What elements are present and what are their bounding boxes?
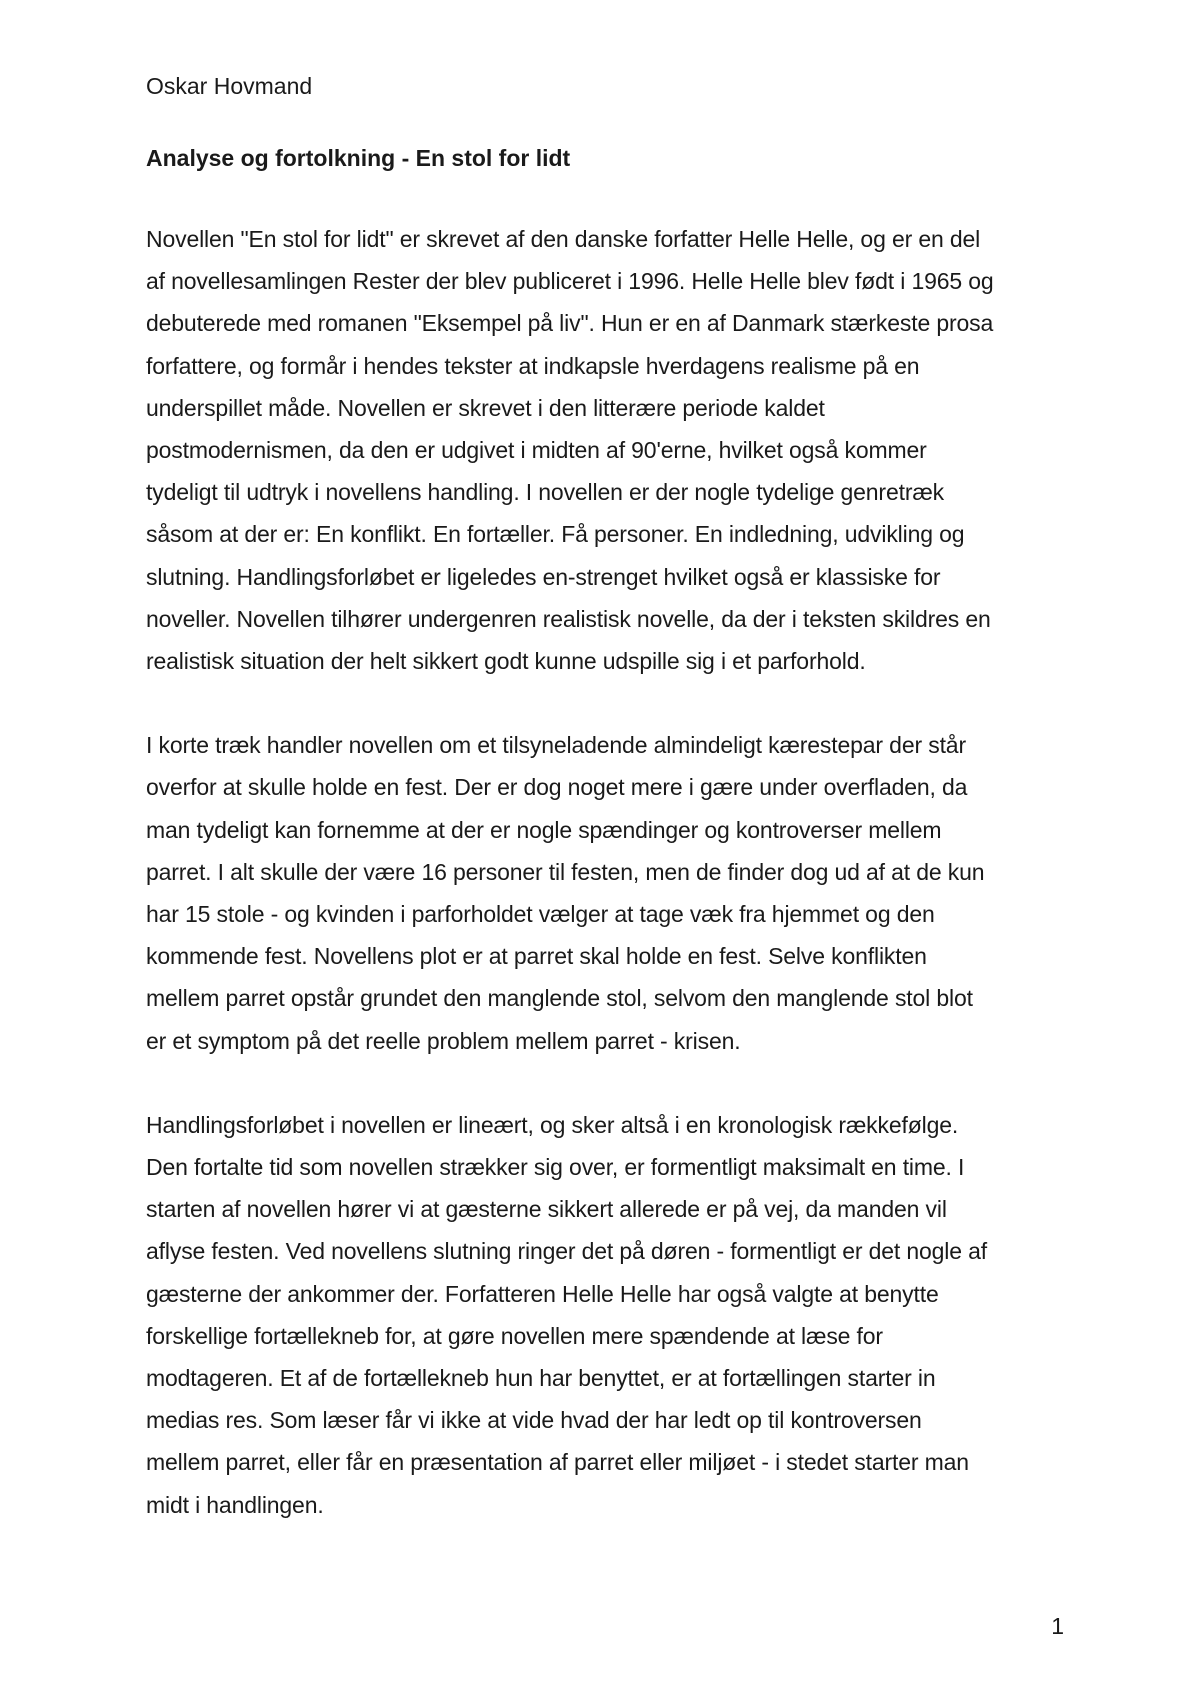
text-line: såsom at der er: En konflikt. En fortæller. Få personer. En indledning, udvikling og <box>146 521 965 548</box>
document-title: Analyse og fortolkning - En stol for lidt <box>146 145 571 171</box>
text-line: gæsterne der ankommer der. Forfatteren Helle Helle har også valgte at benytte <box>146 1280 939 1307</box>
author-name: Oskar Hovmand <box>146 73 313 99</box>
text-line: underspillet måde. Novellen er skrevet i den litterære periode kaldet <box>146 394 825 421</box>
text-line: I korte træk handler novellen om et tilsyneladende almindeligt kærestepar der står <box>146 732 966 759</box>
page-number: 1 <box>1051 1613 1064 1639</box>
text-line: debuterede med romanen "Eksempel på liv". Hun er en af Danmark stærkeste prosa <box>146 310 994 337</box>
text-line: overfor at skulle holde en fest. Der er dog noget mere i gære under overfladen, da <box>146 774 968 801</box>
text-line: Handlingsforløbet i novellen er lineært, og sker altså i en kronologisk rækkefølge. <box>146 1111 959 1138</box>
text-line: man tydeligt kan fornemme at der er nogle spændinger og kontroverser mellem <box>146 816 942 843</box>
text-line: mellem parret opstår grundet den manglende stol, selvom den manglende stol blot <box>146 985 973 1012</box>
text-line: Novellen "En stol for lidt" er skrevet af den danske forfatter Helle Helle, og er en del <box>146 226 981 252</box>
text-line: aflyse festen. Ved novellens slutning ringer det på døren - formentligt er det nogle af <box>146 1238 988 1265</box>
text-line: har 15 stole - og kvinden i parforholdet vælger at tage væk fra hjemmet og den <box>146 901 935 928</box>
paragraph-introduction <box>146 218 1066 682</box>
document-body <box>146 70 1066 1526</box>
text-line: modtageren. Et af de fortællekneb hun har benyttet, er at fortællingen starter in <box>146 1365 936 1392</box>
text-line: mellem parret, eller får en præsentation af parret eller miljøet - i stedet starter man <box>146 1449 969 1476</box>
text-line: er et symptom på det reelle problem mellem parret - krisen. <box>146 1027 741 1054</box>
text-line: slutning. Handlingsforløbet er ligeledes en-strenget hvilket også er klassiske for <box>146 563 941 590</box>
text-line: forskellige fortællekneb for, at gøre novellen mere spændende at læse for <box>146 1322 883 1349</box>
text-line: medias res. Som læser får vi ikke at vide hvad der har ledt op til kontroversen <box>146 1407 922 1434</box>
text-line: realistisk situation der helt sikkert godt kunne udspille sig i et parforhold. <box>146 648 866 675</box>
text-line: noveller. Novellen tilhører undergenren realistisk novelle, da der i teksten skildres en <box>146 605 991 632</box>
text-line: midt i handlingen. <box>146 1491 324 1518</box>
text-line: starten af novellen hører vi at gæsterne sikkert allerede er på vej, da manden vil <box>146 1196 947 1223</box>
text-line: forfattere, og formår i hendes tekster at indkapsle hverdagens realisme på en <box>146 352 920 379</box>
text-line: postmodernismen, da den er udgivet i midten af 90'erne, hvilket også kommer <box>146 437 927 464</box>
paragraph-summary <box>146 724 1066 1062</box>
text-line: tydeligt til udtryk i novellens handling. I novellen er der nogle tydelige genretræk <box>146 479 944 506</box>
text-line: af novellesamlingen Rester der blev publiceret i 1996. Helle Helle blev født i 1965 og <box>146 268 994 295</box>
text-line: kommende fest. Novellens plot er at parret skal holde en fest. Selve konflikten <box>146 943 927 970</box>
paragraph-plot-structure <box>146 1104 1066 1526</box>
text-line: parret. I alt skulle der være 16 personer til festen, men de finder dog ud af at de kun <box>146 858 985 885</box>
text-line: Den fortalte tid som novellen strækker sig over, er formentligt maksimalt en time. I <box>146 1154 965 1181</box>
